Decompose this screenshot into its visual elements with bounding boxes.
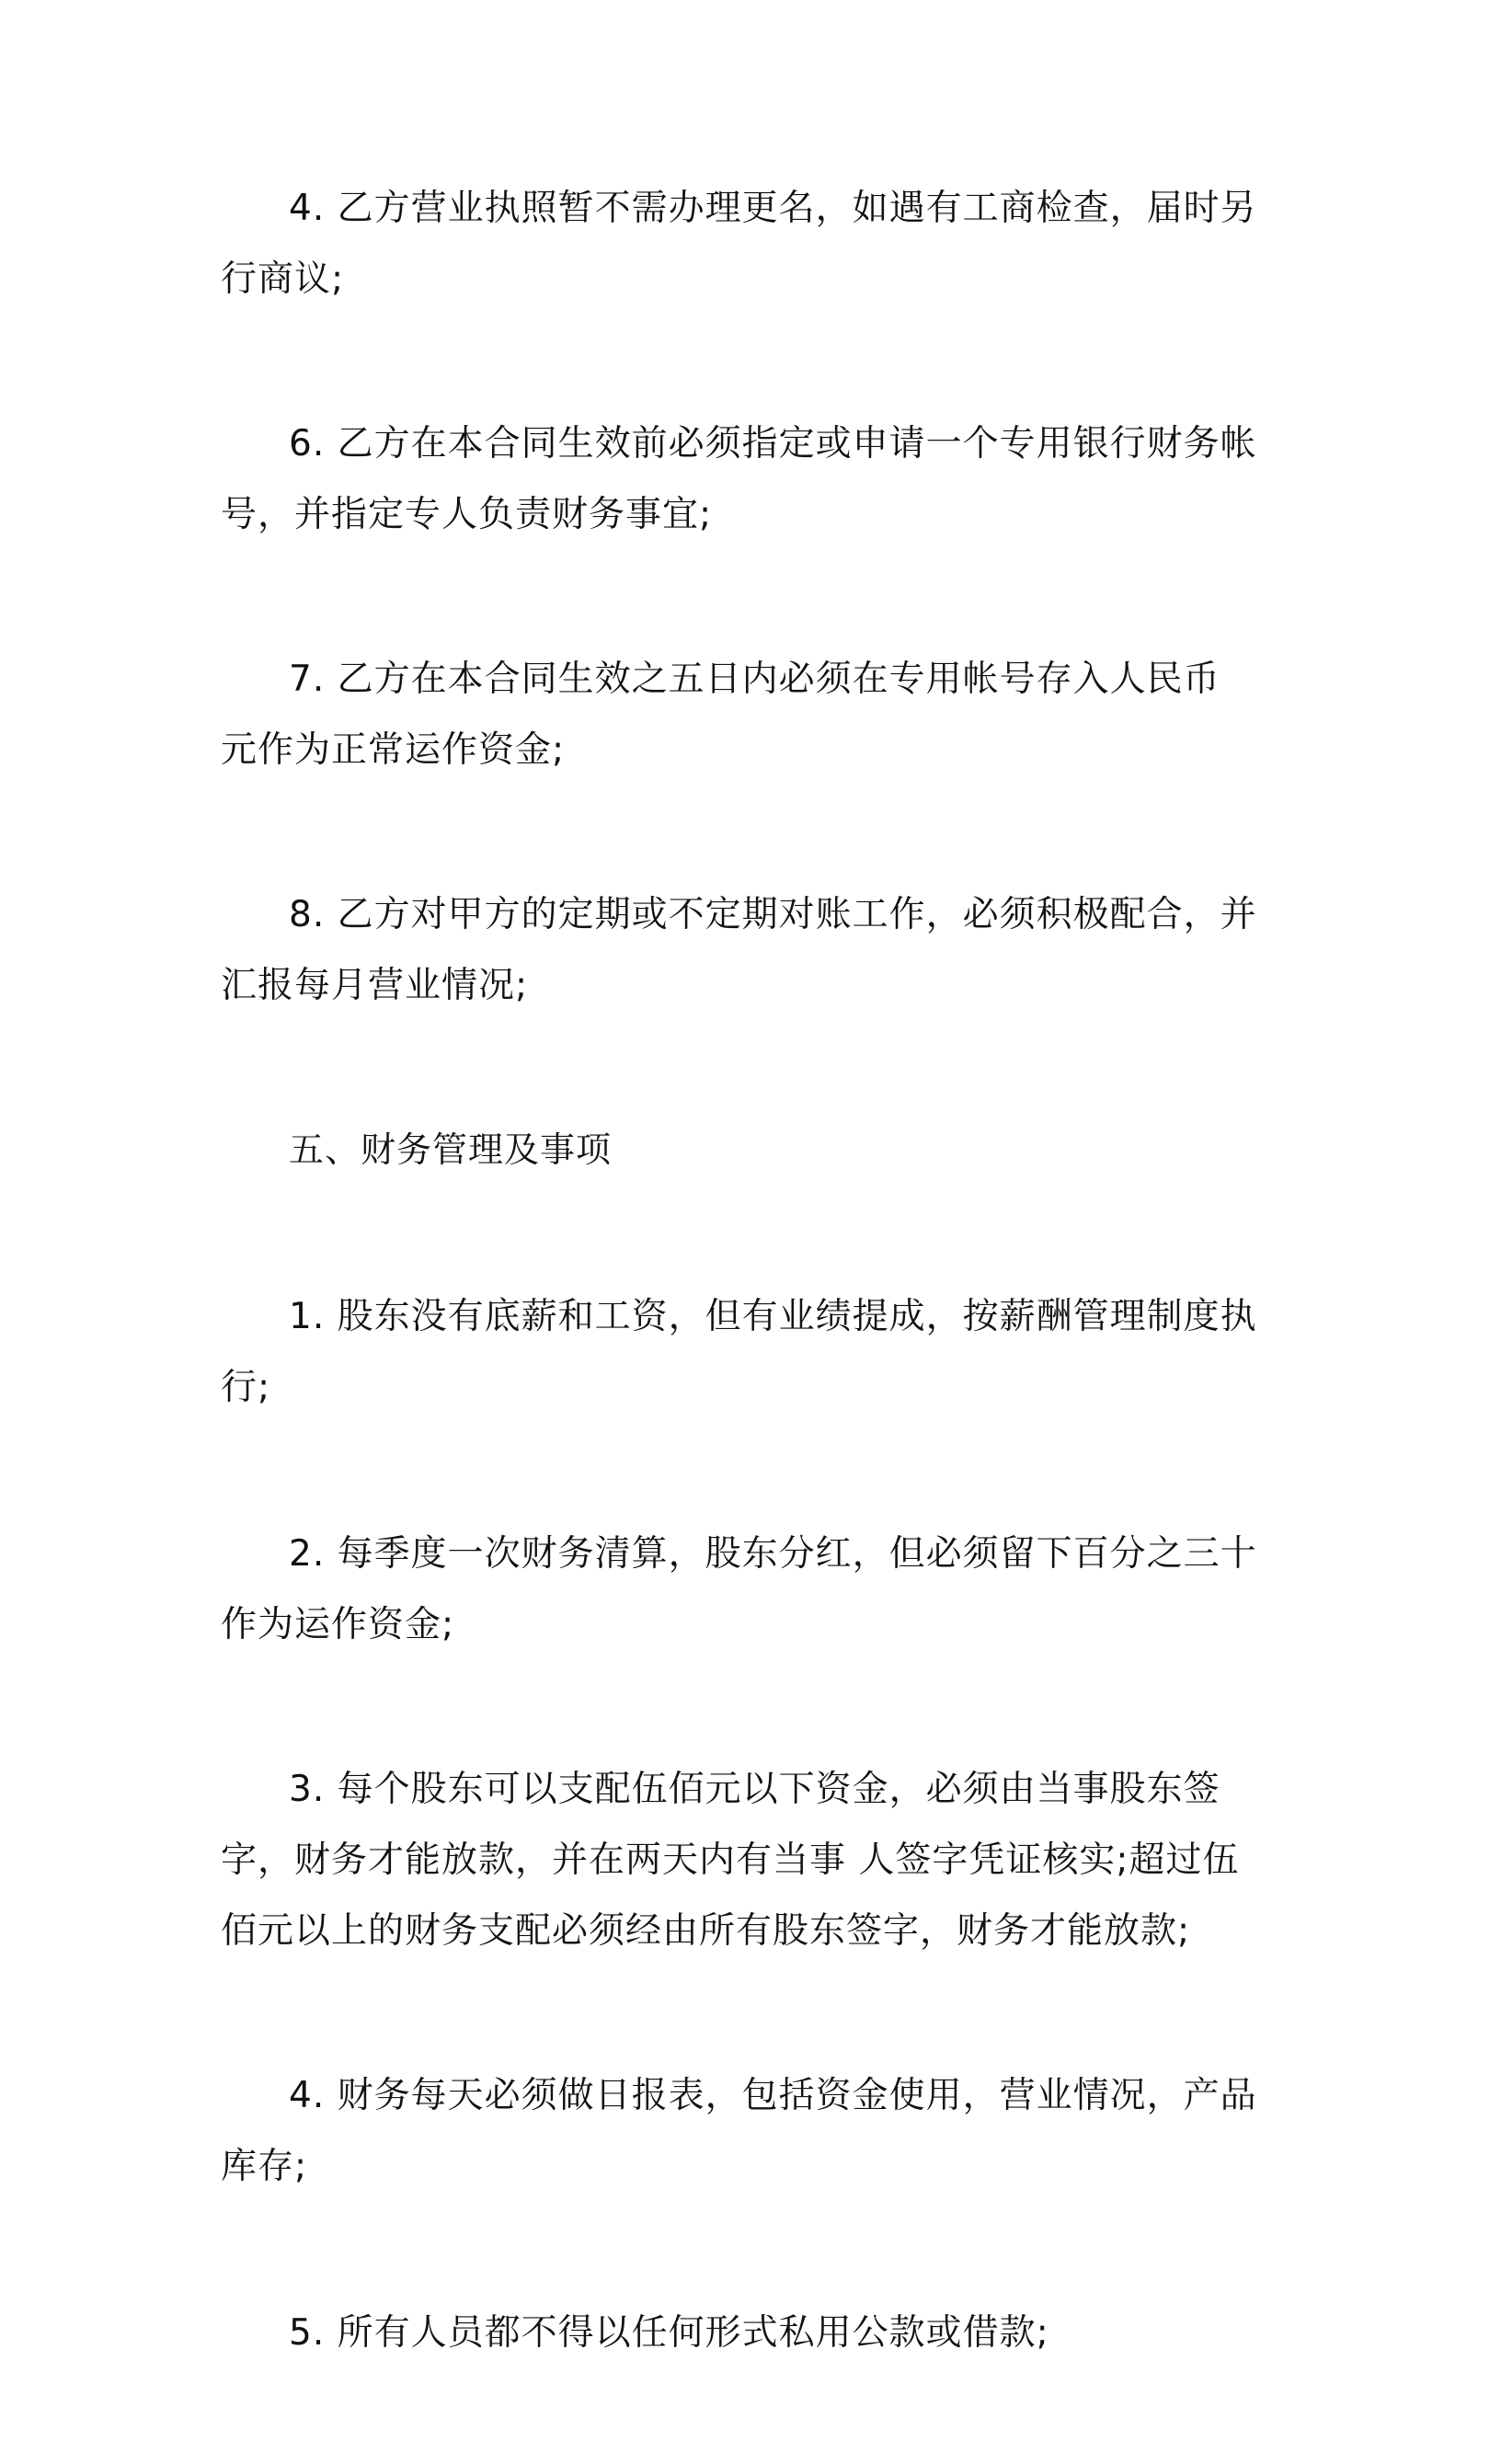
clause-8: 8. 乙方对甲方的定期或不定期对账工作，必须积极配合，并汇报每月营业情况; (221, 894, 1257, 1006)
finance-item-5: 5. 所有人员都不得以任何形式私用公款或借款; (289, 2312, 1049, 2354)
clause-6: 6. 乙方在本合同生效前必须指定或申请一个专用银行财务帐号，并指定专人负责财务事宜; (221, 423, 1257, 535)
clause-4: 4. 乙方营业执照暂不需办理更名，如遇有工商检查，届时另行商议; (221, 188, 1257, 300)
document-body (221, 173, 1265, 2464)
finance-item-4: 4. 财务每天必须做日报表，包括资金使用，营业情况，产品库存; (221, 2075, 1257, 2187)
finance-item-2: 2. 每季度一次财务清算，股东分红，但必须留下百分之三十作为运作资金; (221, 1533, 1257, 1645)
finance-item-3: 3. 每个股东可以支配伍佰元以下资金，必须由当事股东签字，财务才能放款，并在两天内有当事 人签字凭证核实;超过伍佰元以上的财务支配必须经由所有股东签字，财务才能放款; (221, 1769, 1240, 1952)
section-heading-finance: 五、财务管理及事项 (289, 1129, 613, 1170)
clause-7: 7. 乙方在本合同生效之五日内必须在专用帐号存入人民币 元作为正常运作资金; (221, 659, 1220, 771)
finance-item-1: 1. 股东没有底薪和工资，但有业绩提成，按薪酬管理制度执行; (221, 1296, 1257, 1408)
